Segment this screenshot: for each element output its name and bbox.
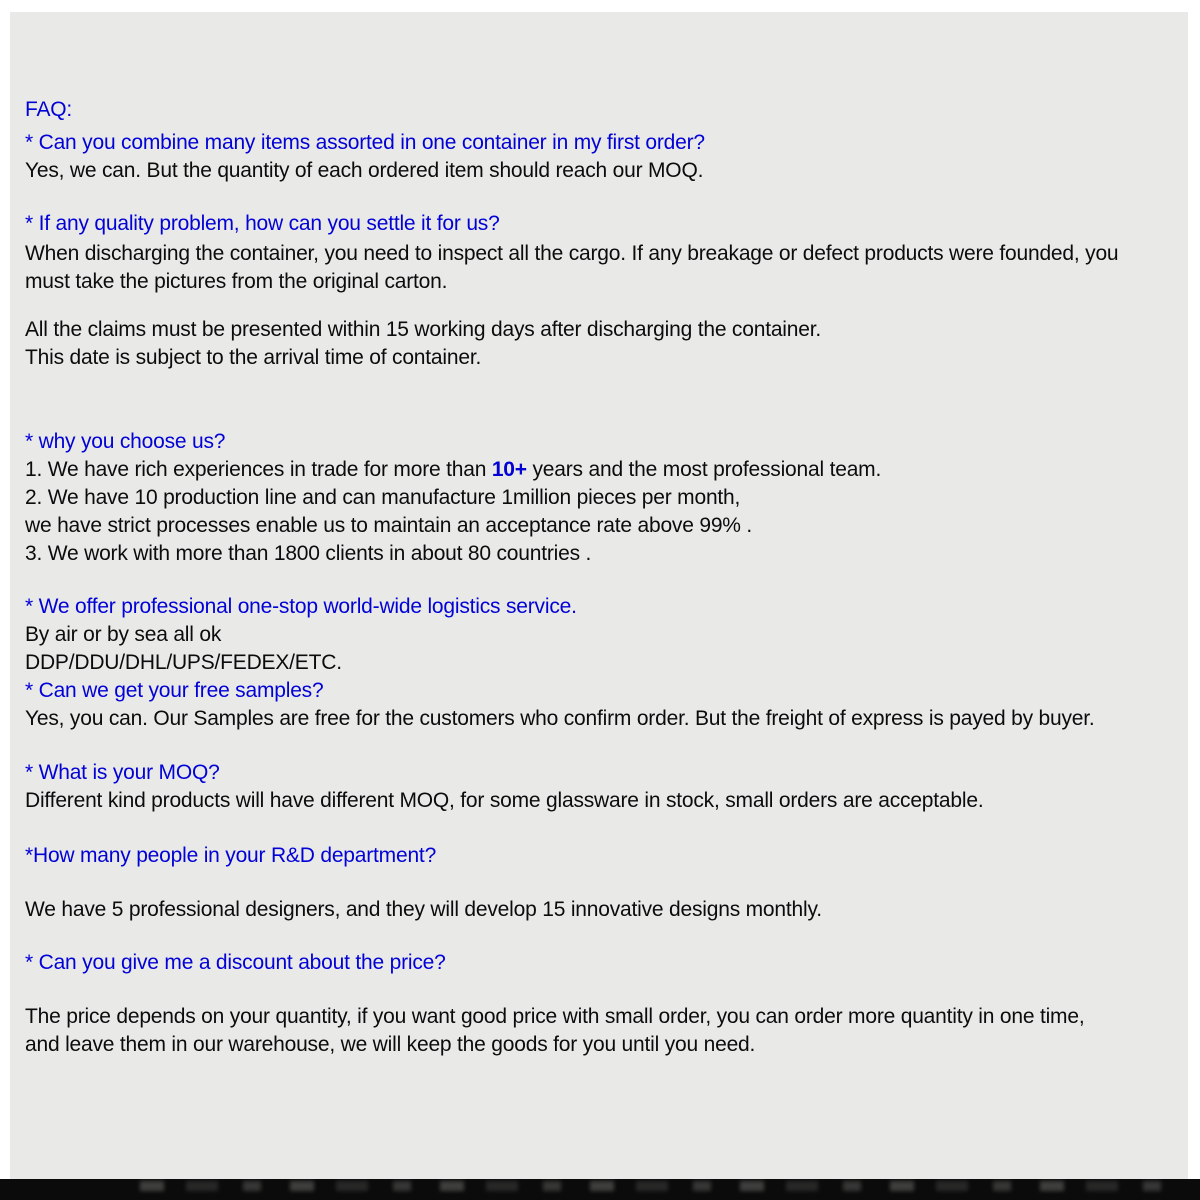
- question-rd-department: *How many people in your R&D department?: [25, 844, 437, 867]
- answer-rd-department: We have 5 professional designers, and they will develop 15 innovative designs monthly.: [25, 898, 822, 921]
- point1-text-post: years and the most professional team.: [526, 458, 882, 481]
- question-why-choose-us: * why you choose us?: [25, 430, 226, 453]
- question-discount: * Can you give me a discount about the price?: [25, 951, 446, 974]
- claims-note-line2: This date is subject to the arrival time of container.: [25, 346, 482, 369]
- answer-discount-line1: The price depends on your quantity, if you want good price with small order, you can order more quantity in one time,: [25, 1005, 1085, 1028]
- answer-free-samples: Yes, you can. Our Samples are free for the customers who confirm order. But the freight of express is payed by buyer.: [25, 707, 1095, 730]
- question-moq: * What is your MOQ?: [25, 761, 220, 784]
- cropped-text-smudges: [140, 1181, 1170, 1191]
- page-title: FAQ:: [25, 98, 73, 121]
- why-choose-point3: we have strict processes enable us to maintain an acceptance rate above 99% .: [25, 514, 753, 537]
- logistics-line-air-sea: By air or by sea all ok: [25, 623, 222, 646]
- why-choose-point2: 2. We have 10 production line and can manufacture 1million pieces per month,: [25, 486, 741, 509]
- point1-text-pre: 1. We have rich experiences in trade for more than: [25, 458, 492, 481]
- why-choose-point4: 3. We work with more than 1800 clients in about 80 countries .: [25, 542, 592, 565]
- answer-moq: Different kind products will have different MOQ, for some glassware in stock, small orders are acceptable.: [25, 789, 984, 812]
- logistics-line-carriers: DDP/DDU/DHL/UPS/FEDEX/ETC.: [25, 651, 342, 674]
- claims-note-line1: All the claims must be presented within 15 working days after discharging the container.: [25, 318, 821, 341]
- answer-quality-line2: must take the pictures from the original carton.: [25, 270, 448, 293]
- question-combine-items: * Can you combine many items assorted in one container in my first order?: [25, 131, 705, 154]
- heading-logistics-service: * We offer professional one-stop world-wide logistics service.: [25, 595, 577, 618]
- answer-quality-line1: When discharging the container, you need to inspect all the cargo. If any breakage or defect products were founded, you: [25, 242, 1119, 265]
- faq-sheet: [10, 12, 1188, 1179]
- answer-combine-items: Yes, we can. But the quantity of each ordered item should reach our MOQ.: [25, 159, 704, 182]
- faq-content: [25, 96, 1183, 1059]
- answer-discount-line2: and leave them in our warehouse, we will keep the goods for you until you need.: [25, 1033, 756, 1056]
- question-free-samples: * Can we get your free samples?: [25, 679, 324, 702]
- point1-highlight-years: 10+: [491, 458, 527, 481]
- why-choose-point1: [25, 456, 1183, 484]
- cropped-bottom-band: [0, 1179, 1200, 1200]
- question-quality-problem: * If any quality problem, how can you settle it for us?: [25, 212, 500, 235]
